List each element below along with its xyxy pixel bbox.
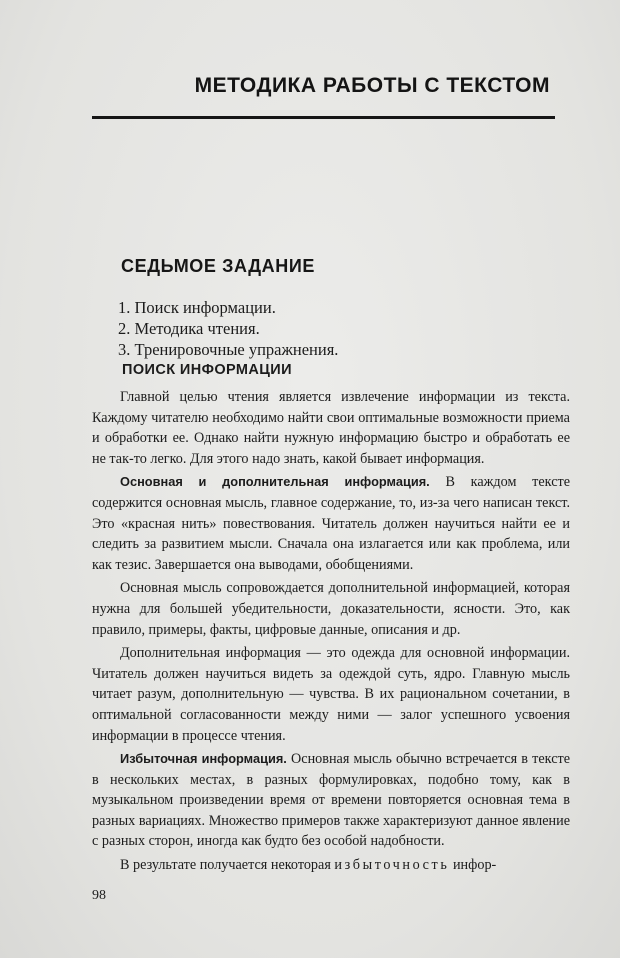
paragraph-text: В каждом тексте содержится основная мысль, главное содержание, то, из-за чего написан текст. Это «красная нить» повествования. Читатель должен научиться найти ее и следить за развитием мысли. Сначала она излагается или как проблема, или как тезис. Завершается она выводами, обобщениями.	[92, 474, 570, 573]
section-heading: ПОИСК ИНФОРМАЦИИ	[122, 362, 292, 378]
paragraph-result	[92, 855, 570, 876]
body-text	[92, 387, 570, 879]
paragraph-main-goal: Главной целью чтения является извлечение информации из текста. Каждому читателю необходимо найти свои оптимальные возможности приема и обработки ее. Однако найти нужную информацию быстро и обработать ее не так-то легко. Для этого надо знать, какой бывает информация.	[92, 389, 570, 467]
running-head: МЕТОДИКА РАБОТЫ С ТЕКСТОМ	[194, 74, 550, 97]
paragraph-redundant-info	[92, 749, 570, 852]
paragraph-text: В результате получается некоторая	[120, 857, 335, 874]
lesson-contents-list	[118, 297, 338, 360]
lesson-title: СЕДЬМОЕ ЗАДАНИЕ	[121, 256, 316, 276]
paragraph-additional-info: Основная мысль сопровождается дополнительной информацией, которая нужна для большей убедительности, доказательности, ясности. Это, как правило, примеры, факты, цифровые данные, описания и др.	[92, 580, 570, 638]
paragraph-text: Основная мысль обычно встречается в тексте в нескольких местах, в разных формулировках, подобно тому, как в музыкальном произведении время от времени повторяется основная тема в разных вариациях. Множество примеров также характеризуют данное явление с разных сторон, иногда как будто без особой надобности.	[92, 751, 570, 850]
term-main-info: Основная и дополнительная информация.	[120, 474, 430, 490]
spaced-emphasis: избыточность	[334, 857, 450, 874]
term-redundant-info: Избыточная информация.	[120, 751, 287, 767]
lesson-contents-item: 1. Поиск информации.	[118, 298, 276, 317]
lesson-contents-item: 3. Тренировочные упражнения.	[118, 340, 339, 359]
paragraph-main-info	[92, 472, 570, 575]
page-number: 98	[92, 888, 106, 903]
header-rule	[92, 116, 555, 119]
paragraph-clothing-metaphor: Дополнительная информация — это одежда для основной информации. Читатель должен научиться видеть за одеждой суть, ядро. Главную мысль читает разум, дополнительную — чувства. В их рациональном сочетании, в оптимальной согласованности между ними — залог успешного усвоения информации в процессе чтения.	[92, 645, 570, 744]
paragraph-text: инфор-	[449, 857, 497, 874]
lesson-contents-item: 2. Методика чтения.	[118, 319, 260, 338]
